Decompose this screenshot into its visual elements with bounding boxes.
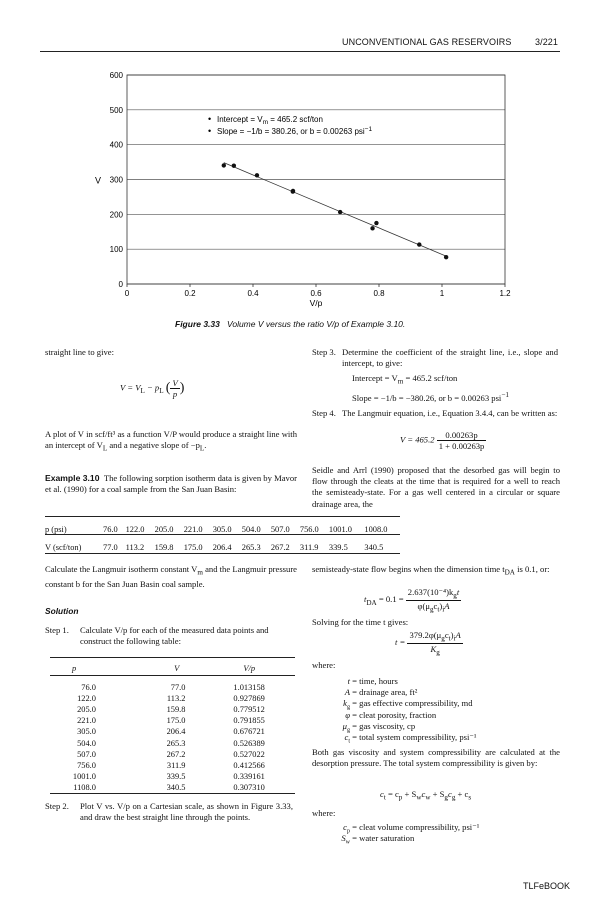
where-label: where: (312, 660, 336, 670)
running-header (342, 37, 511, 47)
small-table-header-cell: V (174, 664, 180, 673)
small-table-cell: 340.5 (166, 782, 186, 792)
small-table-cell: 0.779512 (233, 705, 265, 715)
x-tick-label: 1.2 (499, 289, 511, 298)
small-table (50, 660, 295, 793)
small-table-header-cell: p (72, 664, 77, 673)
small-table-cell: 221.0 (77, 716, 96, 726)
wide-table-cell: 221.0 (183, 524, 203, 534)
small-table-header-row (50, 660, 295, 677)
wide-table-cell: 113.2 (125, 543, 145, 552)
wide-table-row (45, 538, 400, 557)
intercept-equation: Intercept = $V_m = 465.2$ scf/ton (352, 373, 458, 386)
chart-points (222, 163, 449, 259)
page-number: 3/221 (535, 37, 559, 47)
x-tick-label: 0.6 (310, 289, 322, 298)
small-table-cell: 1001.0 (72, 771, 96, 781)
x-tick-label: 0.2 (184, 289, 196, 298)
annotation-slope: Slope = −1/b = 380.26, or b = 0.00263 psi$^{-1}$ (217, 126, 373, 136)
chart-annotations (208, 114, 372, 136)
y-tick-label: 400 (109, 140, 123, 150)
step3: Step 3. Determine the coefficient of the straight line, i.e., slope and intercept, to give: (312, 347, 558, 369)
wide-table-cell: 76.0 (103, 524, 118, 534)
right-para1: Seidle and Arrl (1990) proposed that the desorbed gas will begin to flow through the cleats at the time that is required for a well to reach the semisteady-state. For a gas well centered in a circular or square drainage area, the (312, 465, 560, 509)
x-tick-label: 0.4 (247, 289, 259, 298)
x-tick-label: 0 (124, 289, 130, 298)
small-table-row (50, 704, 295, 715)
small-table-cell: 756.0 (77, 760, 96, 770)
small-table-bottom-rule (50, 793, 295, 794)
wide-table-cell: 265.3 (241, 543, 261, 552)
small-table-cell: 0.526389 (233, 738, 265, 748)
right-para3: Both gas viscosity and system compressibility are calculated at the desorption pressure. The total system compressibility is given by: (312, 747, 560, 769)
footer-tag: TLFeBOOK (523, 881, 571, 891)
data-point (370, 226, 374, 230)
wide-table-cell: 504.0 (241, 524, 261, 534)
wide-table-cell: 267.2 (270, 543, 290, 552)
small-table-cell: 0.339161 (233, 771, 265, 781)
wide-table-cell: 1008.0 (364, 524, 388, 534)
example-3-10: Example 3.10 The following sorption isotherm data is given by Mavor et al. (1990) for a coal sample from the San Juan Basin: (45, 473, 297, 495)
definitions-list (332, 676, 560, 743)
small-table-cell: 122.0 (77, 694, 96, 704)
data-point (374, 221, 378, 225)
right-para2: semisteady-state flow begins when the dimension time $t_{DA}$ is 0.1, or: (312, 564, 550, 577)
data-point (417, 242, 421, 246)
wide-table-cell: 339.5 (328, 543, 348, 552)
small-table-row (50, 682, 295, 693)
annotation-intercept: Intercept = $V_m = 465.2$ scf/ton (217, 115, 323, 126)
example-label: Example 3.10 (45, 473, 100, 483)
data-point (232, 164, 236, 168)
annotation-bullet: • (208, 114, 212, 124)
data-point (338, 210, 342, 214)
wide-table-cell: 1001.0 (328, 524, 352, 534)
header-rule (40, 51, 560, 52)
data-point (291, 189, 295, 193)
y-tick-label: 500 (109, 105, 123, 115)
wide-table-top-rule (45, 516, 400, 517)
small-table-cell: 305.0 (77, 727, 96, 737)
small-table-cell: 0.307310 (233, 782, 265, 792)
definition-item: A = drainage area, ft² (344, 687, 418, 698)
small-table-row (50, 760, 295, 771)
figure-label: Figure 3.33 (175, 319, 220, 329)
chart (0, 60, 604, 380)
small-table-cell: 205.0 (77, 705, 96, 715)
definition-item: t = time, hours (347, 676, 398, 686)
running-title: UNCONVENTIONAL GAS RESERVOIRS (342, 37, 512, 47)
small-table-top-rule (50, 657, 295, 658)
definition-item: $S_w$ = water saturation (341, 833, 415, 846)
small-table-row (50, 693, 295, 704)
data-point (222, 163, 226, 167)
y-axis-label: V (94, 175, 102, 186)
small-table-row (50, 771, 295, 782)
time-equation: t = $\frac{379.2\varphi(\mu_gc_t)_iA}{K_g}$ (395, 630, 461, 657)
definition-item: $k_g$ = gas effective compressibility, md (343, 698, 473, 712)
definition-item: φ = cleat porosity, fraction (345, 709, 437, 720)
small-table-row (50, 726, 295, 737)
small-table-cell: 1108.0 (73, 782, 96, 792)
small-table-row (50, 749, 295, 760)
left-p1: straight line to give: (45, 347, 114, 357)
small-table-cell: 175.0 (166, 716, 186, 726)
small-table-cell: 0.527022 (233, 749, 265, 759)
where-label-2: where: (312, 808, 336, 818)
slope-equation: Slope = −1/b = −380.26, or b = 0.00263 psi$^{-1}$ (352, 391, 509, 403)
definition-item: $c_t$ = total system compressibility, psi⁻¹ (344, 731, 477, 745)
wide-table-cell: 175.0 (183, 543, 203, 552)
figure-caption-text: Volume V versus the ratio V/p of Example 3.10. (226, 319, 406, 329)
langmuir-equation: V = 465.2 $\frac{0.00263p}{1 + 0.00263p}$ (400, 430, 485, 451)
annotation-bullet: • (208, 126, 212, 136)
wide-table-cell: 122.0 (125, 524, 145, 534)
small-table-cell: 1.013158 (233, 683, 265, 693)
small-table-cell: 0.927869 (233, 694, 265, 704)
small-table-cell: 0.676721 (233, 727, 265, 737)
y-tick-label: 100 (109, 245, 123, 255)
x-tick-label: 1 (439, 289, 445, 298)
wide-table-cell: 205.0 (154, 524, 174, 534)
wide-table-cell: 305.0 (212, 524, 232, 534)
definitions-list-2 (332, 822, 560, 844)
chart-grid (127, 75, 505, 284)
small-table-cell: 507.0 (77, 749, 96, 759)
wide-table-row-label: p (psi) (45, 524, 67, 534)
small-table-cell: 0.791855 (233, 716, 265, 726)
small-table-cell: 265.3 (166, 738, 186, 748)
definition-item: $c_p$ = cleat volume compressibility, psi⁻¹ (343, 822, 480, 835)
ct-equation: $c_t = c_p + S_wc_w + S_gc_g + c_s$ (380, 789, 472, 802)
small-table-cell: 113.2 (166, 694, 186, 704)
solving-text: Solving for the time t gives: (312, 617, 409, 627)
small-table-header-cell: V/p (243, 664, 256, 673)
step2: Step 2. Plot V vs. V/p on a Cartesian scale, as shown in Figure 3.33, and draw the best straight line through the points. (45, 801, 293, 823)
x-tick-label: 0.8 (373, 289, 385, 298)
definition-item: $\mu_g$ = gas viscosity, cp (342, 720, 416, 734)
step4: Step 4. The Langmuir equation, i.e., Equation 3.4.4, can be written as: (312, 408, 558, 418)
small-table-cell: 77.0 (170, 683, 186, 693)
small-table-cell: 206.4 (166, 727, 186, 737)
small-table-cell: 0.412566 (233, 760, 265, 770)
figure-caption (175, 319, 405, 329)
chart-axes (127, 75, 505, 287)
wide-table-cell: 311.9 (299, 543, 319, 552)
wide-table-cell: 340.5 (364, 543, 384, 552)
small-table-cell: 76.0 (81, 683, 96, 693)
small-table-cell: 159.8 (166, 705, 186, 715)
wide-table-row-label: V (scf/ton) (45, 543, 82, 552)
step1: Step 1. Calculate V/p for each of the measured data points and construct the following table: (45, 625, 269, 647)
data-point (255, 173, 259, 177)
wide-table-cell: 756.0 (299, 524, 319, 534)
small-table-row (50, 737, 295, 748)
calculate-paragraph: Calculate the Langmuir isotherm constant $V_m$ and the Langmuir pressure constant b for the San Juan Basin coal sample. (45, 564, 297, 589)
wide-table-cell: 77.0 (103, 543, 118, 552)
data-point (444, 255, 448, 259)
small-table-row (50, 782, 295, 793)
small-table-row (50, 715, 295, 726)
tda-equation: $t_{DA} = 0.1$ = $\frac{2.637(10^{-4})k_gt}{\varphi(\mu_gc_t)_iA}$ (364, 587, 460, 614)
solution-heading: Solution (45, 606, 79, 616)
left-p2: A plot of V in scf/ft³ as a function V/P would produce a straight line with an intercept of $V_L$ and a negative slope of $-p_L$. (45, 429, 297, 453)
small-table-cell: 504.0 (77, 738, 96, 748)
chart-tick-labels (110, 71, 511, 298)
y-tick-label: 0 (118, 280, 123, 289)
small-table-cell: 311.9 (166, 760, 186, 770)
x-axis-label: V/p (309, 298, 323, 308)
small-table-cell: 339.5 (166, 771, 186, 781)
wide-table-cell: 507.0 (270, 524, 290, 534)
wide-table-cell: 206.4 (212, 543, 232, 552)
equation-langmuir-linear: $V = V_L - p_L$ ( $\frac{V}{p}$ ) (120, 378, 185, 399)
wide-table (45, 520, 400, 557)
y-tick-label: 200 (109, 210, 123, 220)
y-tick-label: 300 (109, 175, 123, 185)
small-table-cell: 267.2 (166, 749, 186, 759)
wide-table-row (45, 520, 400, 538)
wide-table-cell: 159.8 (154, 543, 174, 552)
y-tick-label: 600 (109, 71, 123, 80)
